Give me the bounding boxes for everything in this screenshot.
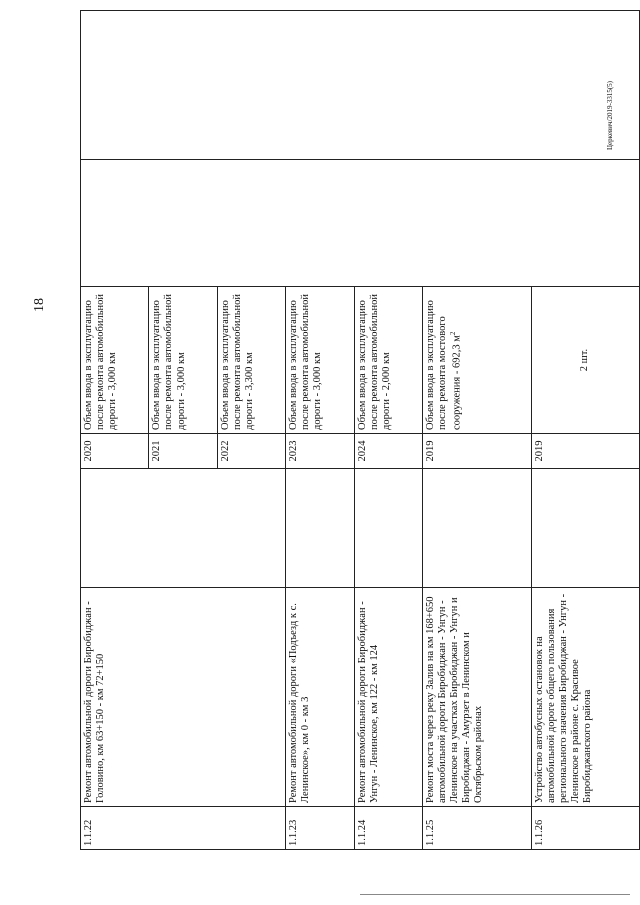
result-cell: Объем ввода в эксплуатацию после ремонта автомобильной дороги - 2,000 км bbox=[354, 287, 422, 434]
row-number: 1.1.23 bbox=[286, 807, 354, 850]
unit-superscript: 2 bbox=[449, 331, 458, 336]
result-cell bbox=[423, 287, 531, 434]
row-number: 1.1.26 bbox=[531, 807, 640, 850]
year-cell: 2021 bbox=[149, 434, 217, 469]
row-number: 1.1.24 bbox=[354, 807, 422, 850]
empty-cell bbox=[531, 469, 640, 588]
empty-cell bbox=[81, 160, 640, 287]
result-cell: Объем ввода в эксплуатацию после ремонта автомобильной дороги - 3,000 км bbox=[81, 287, 149, 434]
page-number: 18 bbox=[32, 298, 47, 312]
empty-cell bbox=[423, 469, 531, 588]
scan-edge-line bbox=[360, 894, 630, 895]
document-code: Церкевич/2019-3315(5) bbox=[606, 80, 614, 150]
table-row bbox=[81, 11, 149, 850]
empty-cell bbox=[354, 469, 422, 588]
result-cell: Объем ввода в эксплуатацию после ремонта автомобильной дороги - 3,300 км bbox=[217, 287, 285, 434]
row-number: 1.1.25 bbox=[423, 807, 531, 850]
measure-name: Ремонт моста через реку Залив на км 168+650 автомобильной дороги Биробиджан - Унгун - Ленинское на участках Биробиджан - Унгун и Биробиджан - Амурзет в Ленинском и Октябрьском районах bbox=[423, 588, 531, 807]
year-cell: 2019 bbox=[531, 434, 640, 469]
result-cell: 2 шт. bbox=[531, 287, 640, 434]
result-cell: Объем ввода в эксплуатацию после ремонта автомобильной дороги - 3,000 км bbox=[149, 287, 217, 434]
empty-cell bbox=[81, 11, 640, 160]
measures-table bbox=[80, 10, 640, 850]
year-cell: 2020 bbox=[81, 434, 149, 469]
measure-name: Устройство автобусных остановок на автомобильной дороге общего пользования регионального значения Биробиджан - Унгун - Ленинское в районе с. Красивое Биробиджанского района bbox=[531, 588, 640, 807]
year-cell: 2022 bbox=[217, 434, 285, 469]
empty-cell bbox=[81, 469, 286, 588]
measure-name: Ремонт автомобильной дороги Биробиджан - Головино, км 63+150 - км 72+150 bbox=[81, 588, 286, 807]
row-number: 1.1.22 bbox=[81, 807, 286, 850]
result-cell: Объем ввода в эксплуатацию после ремонта автомобильной дороги - 3,000 км bbox=[286, 287, 354, 434]
measure-name: Ремонт автомобильной дороги «Подъезд к с. Ленинское», км 0 - км 3 bbox=[286, 588, 354, 807]
empty-cell bbox=[286, 469, 354, 588]
year-cell: 2023 bbox=[286, 434, 354, 469]
year-cell: 2024 bbox=[354, 434, 422, 469]
measures-table-area bbox=[80, 10, 640, 850]
result-text: Объем ввода в эксплуатацию после ремонта мостового сооружения - 692,3 м bbox=[425, 300, 463, 430]
year-cell: 2019 bbox=[423, 434, 531, 469]
measure-name: Ремонт автомобильной дороги Биробиджан - Унгун - Ленинское, км 122 - км 124 bbox=[354, 588, 422, 807]
